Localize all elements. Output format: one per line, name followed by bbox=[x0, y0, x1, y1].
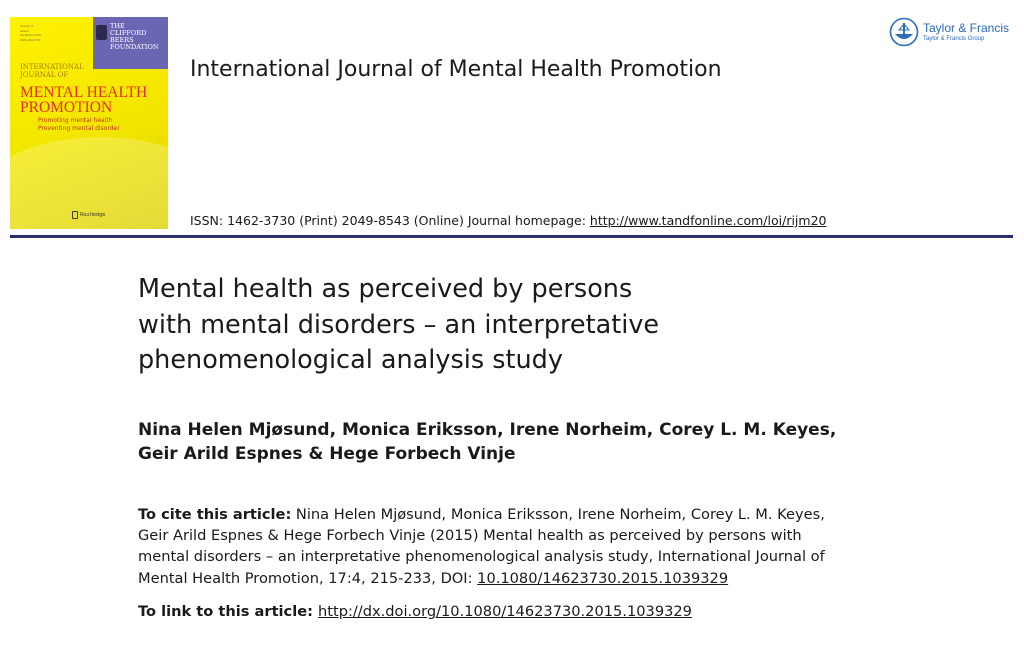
cite-label: To cite this article: bbox=[138, 506, 292, 523]
publisher-logo[interactable] bbox=[889, 17, 1009, 47]
article-link[interactable]: http://dx.doi.org/10.1080/14623730.2015.1039329 bbox=[318, 603, 692, 620]
cover-meta: Volume 17 Issue 4 September 2015 ISSN 1462-3730 bbox=[20, 25, 41, 42]
cite-text: Nina Helen Mjøsund, Monica Eriksson, Irene Norheim, Corey L. M. Keyes, Geir Arild Espnes & Hege Forbech Vinje (2015) Mental health as perceived by persons with mental disorders – an interpretative phenomenological analysis study, International Journal of Mental Health Promotion, 17:4, 215-233, DOI: bbox=[138, 506, 825, 587]
tf-temple-icon bbox=[889, 17, 919, 47]
publisher-name: Taylor & Francis bbox=[923, 21, 1010, 35]
portrait-icon bbox=[96, 25, 107, 40]
issn-line bbox=[190, 213, 826, 228]
link-label: To link to this article: bbox=[138, 603, 319, 620]
doi-link[interactable]: 10.1080/14623730.2015.1039329 bbox=[477, 569, 729, 587]
journal-title: International Journal of Mental Health Promotion bbox=[190, 57, 722, 82]
header-divider bbox=[10, 235, 1013, 238]
cover-publisher bbox=[72, 211, 105, 219]
issn-text: ISSN: 1462-3730 (Print) 2049-8543 (Online) Journal homepage: bbox=[190, 213, 590, 228]
publisher-group: Taylor & Francis Group bbox=[923, 36, 985, 42]
article-link-line bbox=[138, 603, 692, 620]
journal-homepage-link[interactable]: http://www.tandfonline.com/loi/rijm20 bbox=[589, 213, 827, 228]
cover-title: MENTAL HEALTH PROMOTION bbox=[20, 84, 148, 116]
cover-tagline: Promoting mental health Preventing mental disorder bbox=[38, 117, 120, 132]
routledge-icon bbox=[72, 211, 78, 219]
cover-foundation-name: THE CLIFFORD BEERS FOUNDATION bbox=[110, 22, 159, 51]
citation-block bbox=[138, 504, 898, 589]
author-list: Nina Helen Mjøsund, Monica Eriksson, Irene Norheim, Corey L. M. Keyes, Geir Arild Espnes & Hege Forbech Vinje bbox=[138, 420, 837, 464]
cover-int-journal: INTERNATIONAL JOURNAL OF bbox=[20, 63, 84, 79]
article-title: Mental health as perceived by persons with mental disorders – an interpretative phenomenological analysis study bbox=[138, 274, 660, 375]
journal-cover bbox=[10, 17, 168, 229]
cover-publisher-name: Routledge bbox=[80, 212, 106, 218]
